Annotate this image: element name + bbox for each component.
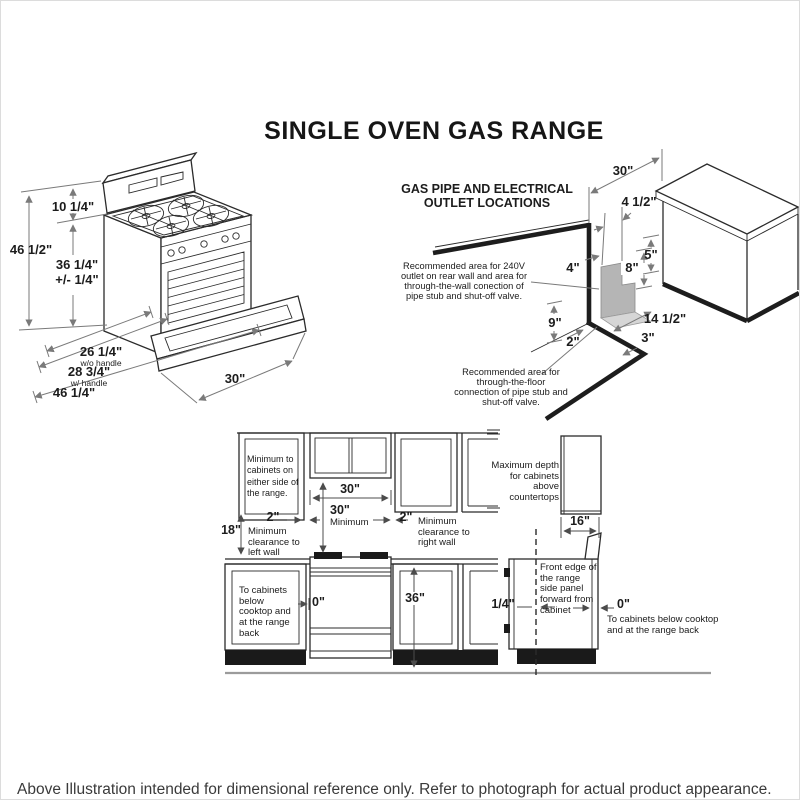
gas-dim-3: 3" xyxy=(641,330,655,345)
dim-range-width: 30" xyxy=(224,371,246,386)
side-dim-quarter: 1/4" xyxy=(491,597,515,611)
note-side-cabinets: Minimum to cabinets on either side of the range. xyxy=(247,454,299,498)
gas-heading-line2: OUTLET LOCATIONS xyxy=(423,196,551,210)
front-dim-30-min: 30" xyxy=(330,503,350,517)
front-dim-0: 0" xyxy=(312,595,325,609)
front-dim-30-top: 30" xyxy=(340,482,360,496)
gas-dim-4-5: 4 1/2" xyxy=(621,194,657,209)
dim-depth-with-handle-note: w/ handle xyxy=(70,378,108,388)
front-dim-18: 18" xyxy=(221,523,241,537)
gas-heading-line1: GAS PIPE AND ELECTRICAL xyxy=(401,182,573,196)
note-max-depth: Maximum depth for cabinets above countertops xyxy=(491,460,559,503)
front-dim-2-right: 2" xyxy=(399,510,413,524)
dim-depth-no-handle-note: w/o handle xyxy=(80,358,122,368)
gas-dim-2: 2" xyxy=(566,334,580,349)
note-right-wall-clearance: Minimum clearance to right wall xyxy=(418,516,470,549)
dim-cooktop-height-tolerance: +/- 1/4" xyxy=(55,272,99,287)
dim-depth-no-handle: 26 1/4" xyxy=(79,344,123,359)
footer-disclaimer: Above Illustration intended for dimensional reference only. Refer to photograph for actual product appearance. xyxy=(17,781,772,798)
note-floor-connection: Recommended area for through-the-floor connection of pipe stub and shut-off valve. xyxy=(454,367,568,408)
gas-dim-4: 4" xyxy=(566,260,580,275)
gas-dim-8: 8" xyxy=(621,261,643,275)
dim-depth-with-handle: 28 3/4" xyxy=(67,364,111,379)
cabinet-iso xyxy=(656,164,799,321)
gas-dim-9: 9" xyxy=(544,316,566,330)
dim-depth-door-open: 46 1/4" xyxy=(52,385,96,400)
note-cabinets-below-side: To cabinets below cooktop and at the range back xyxy=(607,614,719,636)
note-left-wall-clearance: Minimum clearance to left wall xyxy=(248,526,300,559)
dim-total-height: 46 1/2" xyxy=(9,242,53,257)
side-dim-0: 0" xyxy=(617,597,630,611)
front-dim-36: 36" xyxy=(401,592,429,605)
gas-dim-30: 30" xyxy=(612,163,634,178)
note-wall-connection: Recommended area for 240V outlet on rear wall and area for through-the-wall conection of pipe stub and shut-off valve. xyxy=(400,261,528,302)
note-cabinets-below-front: To cabinets below cooktop and at the range back xyxy=(239,585,291,639)
front-dim-2-left: 2" xyxy=(266,510,280,524)
gas-dim-14-5: 14 1/2" xyxy=(643,311,687,326)
gas-dim-5: 5" xyxy=(644,247,658,262)
dim-backsplash-height: 10 1/4" xyxy=(51,199,95,214)
side-dim-16: 16" xyxy=(570,514,590,528)
page-title: SINGLE OVEN GAS RANGE xyxy=(264,117,604,145)
dim-cooktop-height: 36 1/4" xyxy=(55,257,99,272)
front-dim-30-min-note: Minimum xyxy=(330,517,369,528)
note-front-edge: Front edge of the range side panel forward from cabinet xyxy=(540,562,597,616)
